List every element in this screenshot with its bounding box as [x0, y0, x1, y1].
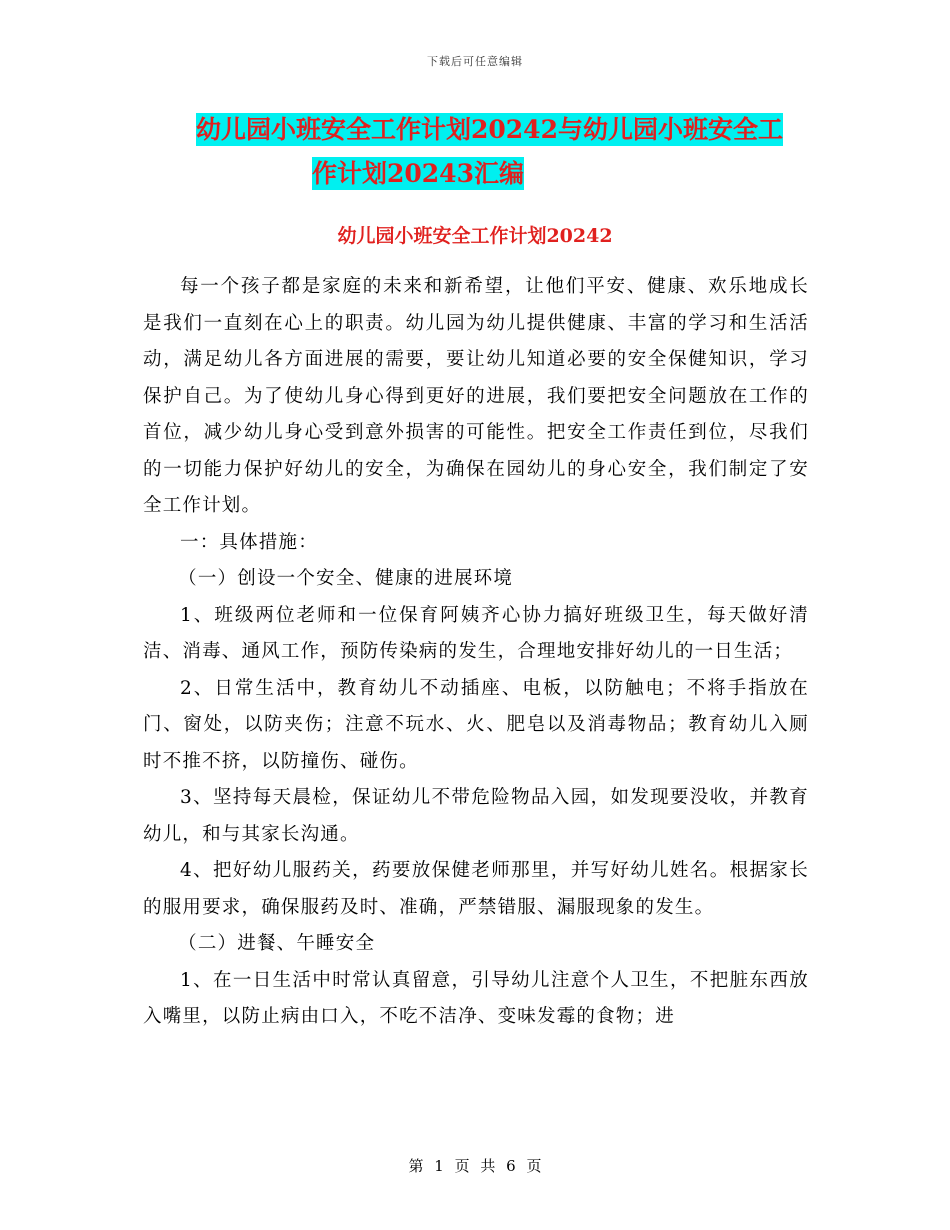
list-item-1: 1、班级两位老师和一位保育阿姨齐心协力搞好班级卫生，每天做好清洁、消毒、通风工作，预防传染病的发生，合理地安排好幼儿的一日生活； — [143, 604, 809, 662]
page-number-footer: 第 1 页 共 6 页 — [408, 1157, 542, 1175]
list-item-4: 4、把好幼儿服药关，药要放保健老师那里，并写好幼儿姓名。根据家长的服用要求，确保服药及时、准确，严禁错服、漏服现象的发生。 — [143, 860, 809, 918]
document-body — [143, 269, 809, 1036]
title-highlight-2: 作计划20243汇编 — [312, 159, 524, 188]
page-header-note: 下载后可任意编辑 — [427, 55, 523, 68]
document-title — [140, 108, 810, 196]
intro-paragraph: 每一个孩子都是家庭的未来和新希望，让他们平安、健康、欢乐地成长是我们一直刻在心上的职责。幼儿园为幼儿提供健康、丰富的学习和生活活动，满足幼儿各方面进展的需要，要让幼儿知道必要的安全保健知识，学习保护自己。为了使幼儿身心得到更好的进展，我们要把安全问题放在工作的首位，减少幼儿身心受到意外损害的可能性。把安全工作责任到位，尽我们的一切能力保护好幼儿的安全，为确保在园幼儿的身心安全，我们制定了安全工作计划。 — [143, 276, 809, 516]
section-title: 幼儿园小班安全工作计划20242 — [337, 225, 613, 247]
document-title-line-1 — [140, 108, 810, 152]
title-highlight-1: 幼儿园小班安全工作计划20242与幼儿园小班安全工 — [196, 115, 783, 144]
list-item-5: 1、在一日生活中时常认真留意，引导幼儿注意个人卫生，不把脏东西放入嘴里，以防止病由口入，不吃不洁净、变味发霉的食物；进 — [143, 969, 809, 1027]
document-title-line-2 — [140, 152, 810, 196]
heading-measures: 一：具体措施： — [180, 531, 318, 553]
list-item-3: 3、坚持每天晨检，保证幼儿不带危险物品入园，如发现要没收，并教育幼儿，和与其家长沟通。 — [143, 787, 809, 845]
subheading-environment: （一）创设一个安全、健康的进展环境 — [178, 568, 514, 589]
subheading-meals-nap: （二）进餐、午睡安全 — [178, 933, 376, 954]
list-item-2: 2、日常生活中，教育幼儿不动插座、电板，以防触电；不将手指放在门、窗处，以防夹伤；注意不玩水、火、肥皂以及消毒物品；教育幼儿入厕时不推不挤，以防撞伤、碰伤。 — [143, 677, 809, 772]
